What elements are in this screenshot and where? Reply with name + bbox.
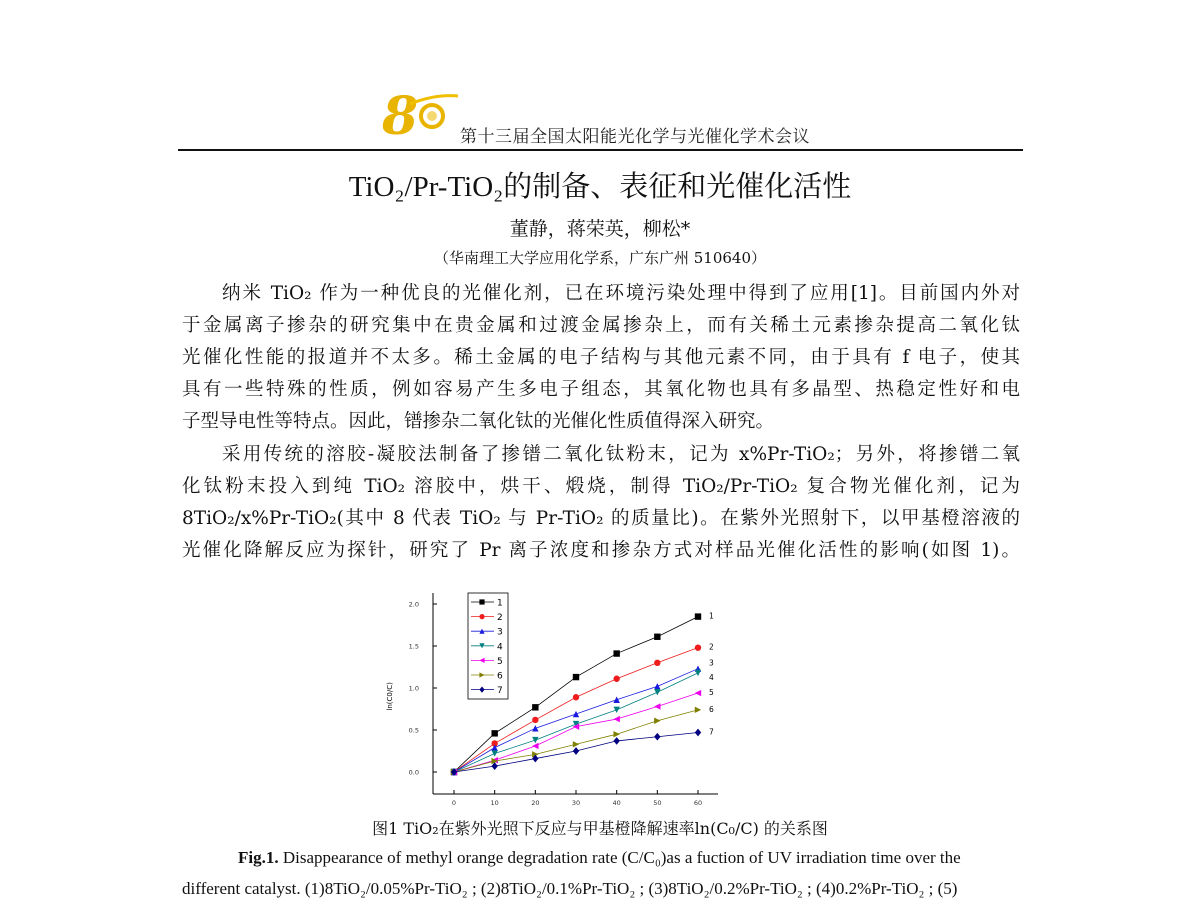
figure-caption-en-line1 — [238, 848, 961, 868]
legend-label: 5 — [497, 656, 503, 667]
marker-triangle-down — [532, 737, 538, 743]
y-tick-label: 2.0 — [408, 600, 419, 609]
marker-triangle-left — [654, 703, 660, 709]
marker-square — [532, 704, 538, 710]
marker-triangle-right — [613, 731, 619, 737]
y-axis-label: ln(C0/C) — [386, 682, 394, 711]
x-tick-label: 10 — [490, 799, 499, 807]
marker-triangle-left — [695, 690, 701, 696]
series-end-label: 4 — [709, 672, 714, 682]
series-end-label: 1 — [709, 611, 714, 621]
marker-triangle-right — [695, 707, 701, 713]
marker-circle — [573, 694, 579, 700]
marker-diamond — [695, 729, 701, 737]
marker-triangle-up — [573, 711, 579, 717]
legend-label: 3 — [497, 627, 503, 638]
marker-square — [479, 599, 484, 604]
header-rule — [178, 149, 1023, 151]
marker-diamond — [613, 737, 619, 745]
figure-caption-en-line2: different catalyst. (1)8TiO₂/0.05%Pr-TiO₂ ; (2)8TiO₂/0.1%Pr-TiO₂ ; (3)8TiO₂/0.2%Pr-TiO₂ ; (4)0.2%Pr-TiO₂ ; (5) — [182, 879, 958, 898]
marker-triangle-down — [613, 707, 619, 713]
marker-triangle-down — [654, 689, 660, 695]
series-end-label: 7 — [709, 727, 714, 737]
marker-triangle-right — [654, 718, 660, 724]
x-tick-label: 20 — [531, 799, 540, 807]
figure-label: Fig.1. — [238, 848, 279, 867]
y-tick-label: 1.0 — [408, 684, 419, 693]
marker-square — [613, 650, 619, 656]
x-tick-label: 40 — [612, 799, 621, 807]
paragraph-line: 光催化性能的报道并不太多。稀土金属的电子结构与其他元素不同，由于具有 f 电子，使其 — [182, 347, 1020, 368]
paragraph-line: 子型导电性等特点。因此，镨掺杂二氧化钛的光催化性质值得深入研究。 — [182, 411, 775, 432]
x-tick-label: 30 — [571, 799, 581, 807]
conference-name: 第十三届全国太阳能光化学与光催化学术会议 — [460, 127, 810, 147]
series-end-label: 5 — [709, 688, 714, 698]
marker-triangle-right — [573, 741, 579, 747]
legend-label: 6 — [497, 671, 503, 682]
figure-caption-cn: 图1 TiO₂在紫外光照下反应与甲基橙降解速率ln(C₀/C) 的关系图 — [372, 819, 828, 838]
figure-1-chart — [370, 585, 730, 815]
marker-circle — [613, 676, 619, 682]
legend-label: 1 — [497, 598, 503, 609]
paragraph-line: 纳米 TiO₂ 作为一种优良的光催化剂，已在环境污染处理中得到了应用[1]。目前国内外对 — [222, 283, 1020, 304]
paragraph-line: 采用传统的溶胶-凝胶法制备了掺镨二氧化钛粉末，记为 x%Pr-TiO₂；另外，将掺镨二氧 — [222, 444, 1020, 465]
marker-circle — [654, 660, 660, 666]
paragraph-line: 化钛粉末投入到纯 TiO₂ 溶胶中，烘干、煅烧，制得 TiO₂/Pr-TiO₂ 复合物光催化剂，记为 — [182, 476, 1020, 497]
legend-label: 4 — [497, 642, 503, 653]
conference-logo — [380, 86, 460, 140]
series-end-label: 3 — [709, 658, 714, 668]
marker-triangle-up — [654, 683, 660, 689]
svg-text:8: 8 — [382, 86, 419, 140]
affiliation: （华南理工大学应用化学系，广东广州 510640） — [433, 249, 767, 267]
marker-diamond — [654, 733, 660, 741]
x-tick-label: 50 — [653, 799, 662, 807]
legend-label: 7 — [497, 686, 503, 697]
series-end-label: 6 — [709, 704, 714, 714]
x-tick-label: 0 — [451, 799, 457, 807]
marker-circle — [532, 717, 538, 723]
marker-square — [695, 613, 701, 619]
series-line-6 — [454, 710, 698, 772]
paragraph-line: 8TiO₂/x%Pr-TiO₂(其中 8 代表 TiO₂ 与 Pr-TiO₂ 的质量比)。在紫外光照射下，以甲基橙溶液的 — [182, 508, 1020, 529]
series-line-5 — [454, 693, 698, 772]
marker-circle — [479, 614, 484, 619]
paper-title: TiO₂/Pr-TiO₂的制备、表征和光催化活性 — [348, 171, 852, 203]
marker-square — [573, 674, 579, 680]
marker-triangle-up — [532, 725, 538, 731]
y-tick-label: 0.0 — [408, 768, 419, 777]
y-tick-label: 1.5 — [408, 642, 419, 651]
marker-triangle-left — [613, 716, 619, 722]
legend-label: 2 — [497, 613, 503, 624]
marker-circle — [695, 644, 701, 650]
marker-triangle-down — [695, 670, 701, 676]
paragraph-line: 具有一些特殊的性质，例如容易产生多电子组态，其氧化物也具有多晶型、热稳定性好和电 — [182, 379, 1020, 400]
marker-square — [491, 730, 497, 736]
marker-triangle-down — [491, 750, 497, 756]
series-end-label: 2 — [709, 642, 714, 652]
marker-diamond — [573, 747, 579, 755]
caption-text: Disappearance of methyl orange degradation rate (C/C₀)as a fuction of UV irradiation time over the — [278, 848, 961, 867]
marker-triangle-up — [613, 697, 619, 703]
paragraph-line: 于金属离子掺杂的研究集中在贵金属和过渡金属掺杂上，而有关稀土元素掺杂提高二氧化钛 — [182, 315, 1020, 336]
paragraph-line: 光催化降解反应为探针，研究了 Pr 离子浓度和掺杂方式对样品光催化活性的影响(如图 1)。 — [182, 540, 1020, 561]
x-tick-label: 60 — [693, 799, 703, 807]
marker-triangle-left — [532, 743, 538, 749]
authors: 董静，蒋荣英，柳松* — [509, 218, 691, 240]
marker-square — [654, 634, 660, 640]
y-tick-label: 0.5 — [408, 726, 419, 735]
